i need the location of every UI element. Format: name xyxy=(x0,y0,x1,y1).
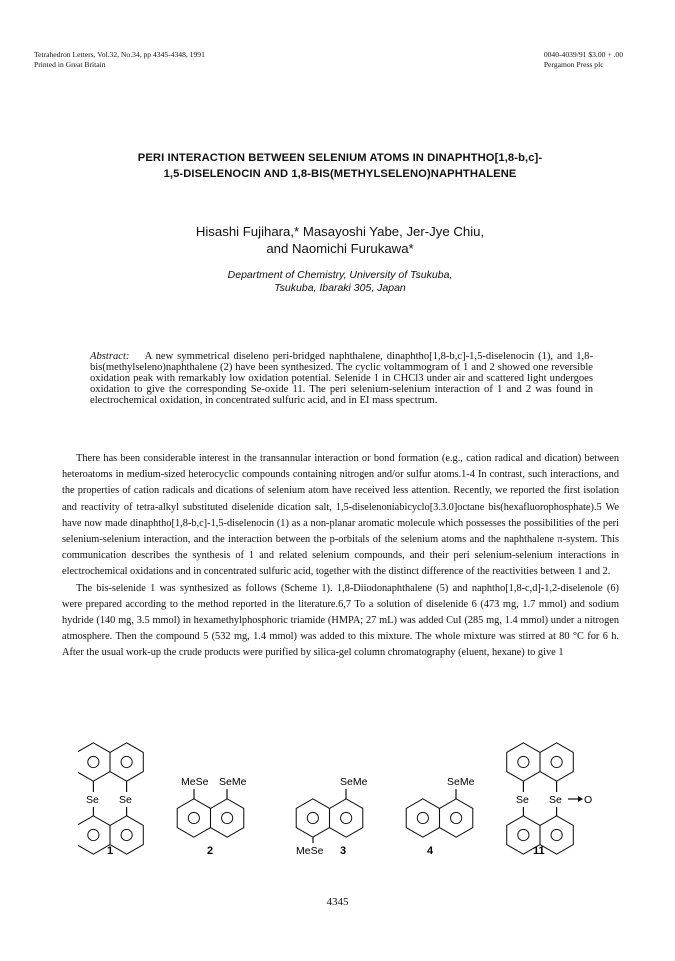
compound-3-sub-top: SeMe xyxy=(340,776,368,788)
compound-11-se-left: Se xyxy=(516,794,529,806)
compound-11-structure xyxy=(507,743,592,854)
compound-1-se-right: Se xyxy=(119,794,132,806)
affiliation-line-2: Tsukuba, Ibaraki 305, Japan xyxy=(274,282,406,294)
printed-in-line: Printed in Great Britain xyxy=(34,60,106,69)
publisher-line: Pergamon Press plc xyxy=(543,60,604,69)
compound-1-se-left: Se xyxy=(86,794,99,806)
body-paragraph-2: The bis-selenide 1 was synthesized as follows (Scheme 1). 1,8-Diiodonaphthalene (5) and naphtho[1,8-c,d]-1,2-diselenole (6) were prepared according to the method reported in the literature.6,7 To a solution of diselenide 6 (473 mg, 1.7 mmol) and sodium hydride (140 mg, 3.5 mmol) in hexamethylphosphoric triamide (HMPA; 27 mL) was added CuI (285 mg, 1.4 mmol) under a nitrogen atmosphere. Then the compound 5 (532 mg, 1.4 mmol) was added to this mixture. The whole mixture was stirred at 80 °C for 6 h. After the usual work-up the crude products were purified by silica-gel column chromatography (eluent, hexane) to give 1 xyxy=(62,582,619,659)
authors-line-2: and Naomichi Furukawa* xyxy=(266,241,414,256)
compound-4-label: 4 xyxy=(427,845,434,857)
compound-11-label: 11 xyxy=(533,845,545,857)
compound-1-label: 1 xyxy=(107,845,114,857)
compound-1-structure xyxy=(78,743,143,854)
abstract xyxy=(90,351,593,406)
title-line-2: 1,5-DISELENOCIN AND 1,8-BIS(METHYLSELENO)NAPHTHALENE xyxy=(163,168,517,180)
body-text xyxy=(62,451,619,662)
journal-citation xyxy=(34,50,205,70)
compound-2-sub-right: SeMe xyxy=(219,776,247,788)
abstract-label: Abstract: xyxy=(90,351,130,362)
title-line-1: PERI INTERACTION BETWEEN SELENIUM ATOMS IN DINAPHTHO[1,8-b,c]- xyxy=(137,152,543,164)
affiliation-line-1: Department of Chemistry, University of Tsukuba, xyxy=(227,269,453,281)
body-paragraph-1: There has been considerable interest in the transannular interaction or bond formation (e.g., cation radical and dication) between heteroatoms in medium-sized heterocyclic compounds containing nitrogen and/or sulfur atoms.1-4 In contrast, such interactions, and the properties of cation radicals and dications of selenium atom have received less attention. Recently, we reported the first isolation and reactivity of tetra-alkyl substituted diselenide dication salt, 1,5-diselenoniabicyclo[3.3.0]octane bis(hexafluorophosphate).5 We have now made dinaphtho[1,8-b,c]-1,5-diselenocin (1) as a non-planar aromatic molecule which possesses the possibilities of the peri selenium-selenium interaction, and the interaction between the p-orbitals of the selenium atoms and the naphthalene π-system. This communication describes the synthesis of 1 and related selenium compounds, and their peri selenium-selenium interactions in electrochemical oxidations and in concentrated sulfuric acid, together with the distinct difference of the reactivities between 1 and 2. xyxy=(62,453,619,578)
compound-2-label: 2 xyxy=(207,845,214,857)
compound-3-label: 3 xyxy=(340,845,347,857)
compound-4-sub-top: SeMe xyxy=(447,776,475,788)
abstract-text: A new symmetrical diseleno peri-bridged naphthalene, dinaphtho[1,8-b,c]-1,5-diselenocin (1), and 1,8-bis(methylseleno)naphthalene (2) have been synthesized. The cyclic voltammogram of 1 and 2 showed one reversible oxidation peak with remarkably low oxidation potential. Selenide 1 in CHCl3 under air and scattered light undergoes oxidation to give the corresponding Se-oxide 11. The peri selenium-selenium interaction of 1 and 2 was found in electrochemical oxidation, in concentrated sulfuric acid, and in EI mass spectrum. xyxy=(90,351,594,406)
compound-3-structure xyxy=(296,776,368,857)
compound-11-se-right: Se xyxy=(549,794,562,806)
compound-2-structure xyxy=(177,776,246,837)
citation-line: Tetrahedron Letters, Vol.32, No.34, pp 4345-4348, 1991 xyxy=(34,50,205,59)
compound-structures xyxy=(78,742,608,857)
paper-title xyxy=(60,150,620,182)
author-list xyxy=(60,223,620,257)
page-number: 4345 xyxy=(326,896,349,908)
compound-11-oxide: O xyxy=(584,794,593,806)
compound-3-sub-bottom: MeSe xyxy=(296,845,324,857)
affiliation xyxy=(60,269,620,295)
compound-2-sub-left: MeSe xyxy=(181,776,209,788)
issn-price xyxy=(544,50,623,70)
compound-4-structure xyxy=(406,776,474,837)
issn-line: 0040-4039/91 $3.00 + .00 xyxy=(543,50,623,59)
authors-line-1: Hisashi Fujihara,* Masayoshi Yabe, Jer-Jye Chiu, xyxy=(195,224,485,239)
